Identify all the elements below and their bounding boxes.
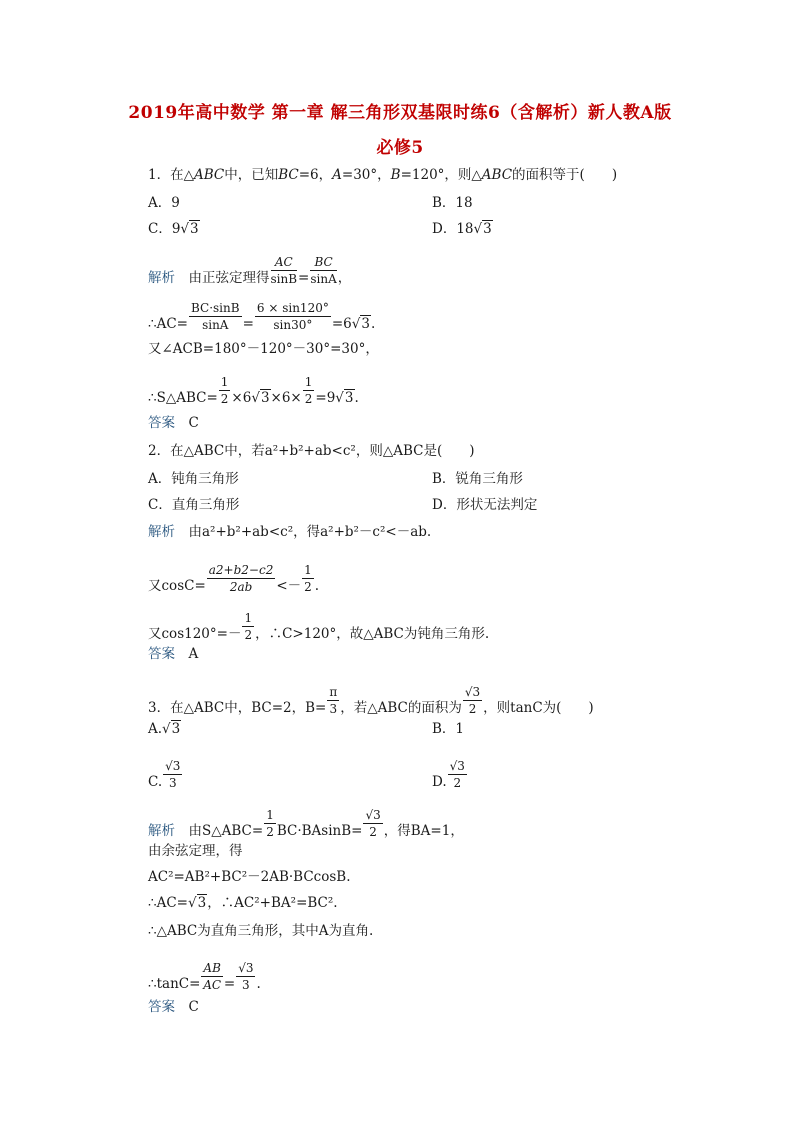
q3-solution-tag: 解析 <box>148 823 175 839</box>
q3-solution-line-4: ∴AC=√3，∴AC²+BA²=BC². <box>148 895 338 911</box>
q3-solution-line-3: AC²=AB²+BC²－2AB·BCcosB. <box>148 869 351 885</box>
q1-option-a: A．9 <box>148 195 180 211</box>
q2-option-b: B．锐角三角形 <box>432 471 523 487</box>
q1-option-d: D．18√3 <box>432 221 492 237</box>
q1-solution-line-2: ∴AC= $\frac{BC\cdot\sin B}{\sin A}$ = $\frac{6 \times \sin 120^\circ}{\sin 30^\circ}$ =6√3. <box>148 301 376 332</box>
q1-stem: 1．在△ABC中，已知BC=6，A=30°，B=120°，则△ABC的面积等于( ) <box>148 167 618 183</box>
q3-solution-line-1: 解析 由S△ABC= $\frac{1}{2}$ BC·BAsinB= $\frac{√3}{2}$ ，得BA=1， <box>148 808 464 839</box>
q3-answer: 答案 C <box>148 999 199 1015</box>
q2-answer: 答案 A <box>148 646 199 662</box>
title-line-1: 2019年高中数学 第一章 解三角形双基限时练6（含解析）新人教A版 <box>128 103 672 123</box>
q1-answer: 答案 C <box>148 415 199 431</box>
q2-answer-tag: 答案 <box>148 646 175 662</box>
q1-solution-tag: 解析 <box>148 270 175 286</box>
q1-solution-line-1: 解析 由正弦定理得 $\frac{AC}{\sin B}$ = $\frac{BC}{\sin A}$ ， <box>148 255 352 286</box>
q1-option-c: C．9√3 <box>148 221 199 237</box>
q3-option-c: C. $\frac{√3}{3}$ <box>148 759 181 790</box>
q3-solution-line-6: ∴tanC= $\frac{AB}{AC}$ = $\frac{√3}{3}$ . <box>148 961 261 992</box>
q1-option-b: B．18 <box>432 195 473 211</box>
q2-option-d: D．形状无法判定 <box>432 497 538 513</box>
q1-solution-line-4: ∴S△ABC= $\frac{1}{2}$ ×6√3×6× $\frac{1}{2}$ =9√3. <box>148 375 359 406</box>
q3-solution-line-2: 由余弦定理，得 <box>148 843 243 859</box>
q3-answer-tag: 答案 <box>148 999 175 1015</box>
q3-option-b: B．1 <box>432 721 465 737</box>
q3-stem: 3．在△ABC中，BC=2，B= $\frac{\pi}{3}$ ，若△ABC的面积为 $\frac{√3}{2}$ ，则tanC为( ) <box>148 685 594 716</box>
q2-solution-tag: 解析 <box>148 524 175 540</box>
title-line-2: 必修5 <box>376 138 424 158</box>
q1-solution-line-3: 又∠ACB=180°－120°－30°=30°， <box>148 341 379 357</box>
q2-option-c: C．直角三角形 <box>148 497 240 513</box>
q2-solution-line-1: 解析 由a²+b²+ab<c²，得a²+b²－c²<－ab. <box>148 524 432 540</box>
q2-option-a: A．钝角三角形 <box>148 471 239 487</box>
q2-stem: 2．在△ABC中，若a²+b²+ab<c²，则△ABC是( ) <box>148 443 475 459</box>
q2-solution-line-3: 又cos120°=－ $\frac{1}{2}$ ，∴C>120°，故△ABC为钝角三角形. <box>148 611 490 642</box>
q3-option-a: A.√3 <box>148 721 181 737</box>
q2-solution-line-2: 又cosC= $\frac{a2+b2-c2}{2ab}$ <－ $\frac{1}{2}$ . <box>148 563 320 594</box>
q3-solution-line-5: ∴△ABC为直角三角形，其中A为直角. <box>148 923 374 939</box>
q1-answer-tag: 答案 <box>148 415 175 431</box>
q3-option-d: D. $\frac{√3}{2}$ <box>432 759 465 790</box>
